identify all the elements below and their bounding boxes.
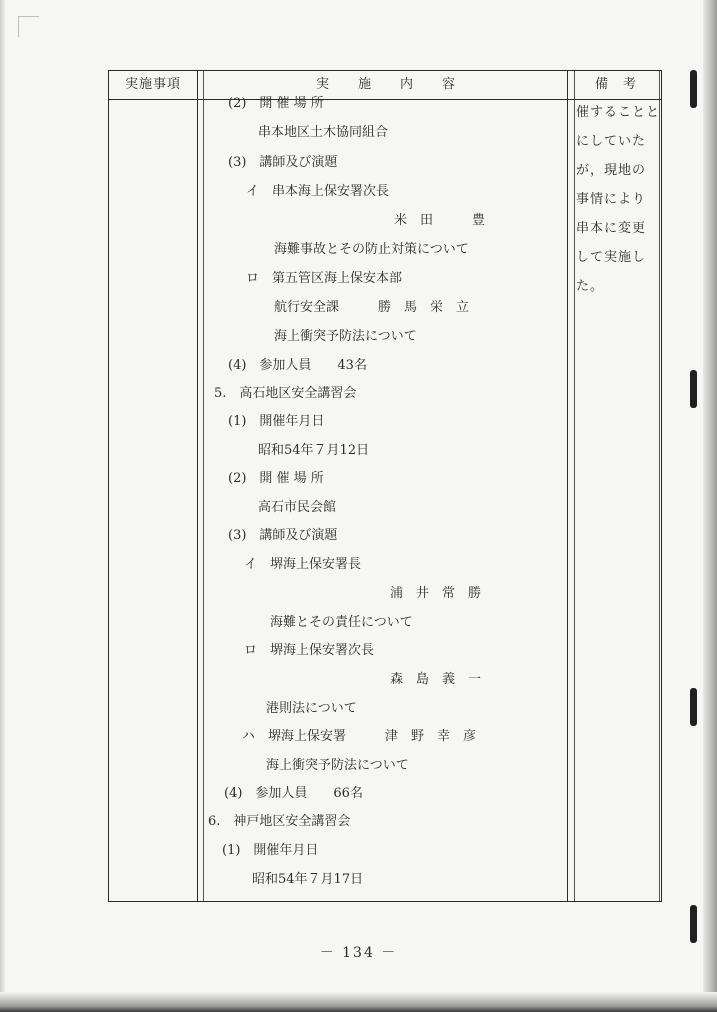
content-line: 米 田 豊	[394, 213, 486, 228]
content-line: 昭和54年７月12日	[258, 443, 370, 458]
scan-edge-right	[703, 0, 717, 1012]
content-line: (2) 開 催 場 所	[228, 96, 324, 111]
binder-hole-mark	[690, 688, 697, 726]
remark-line: して実施し	[576, 250, 647, 265]
content-line: 港則法について	[266, 701, 357, 716]
remark-line: が，現地の	[576, 163, 647, 178]
column-divider	[567, 71, 568, 901]
content-line: 海上衝突予防法について	[266, 758, 409, 773]
content-line: (3) 講師及び演題	[228, 528, 338, 543]
content-line: 森 島 義 一	[390, 672, 482, 687]
content-line: 浦 井 常 勝	[390, 586, 482, 601]
content-line: ハ 堺海上保安署 津 野 幸 彦	[242, 729, 477, 744]
content-line: イ 串本海上保安署次長	[246, 184, 390, 199]
content-line: ロ 第五管区海上保安本部	[246, 271, 403, 286]
content-line: (2) 開 催 場 所	[228, 471, 324, 486]
column-divider-double	[203, 71, 204, 901]
header-rule	[109, 99, 661, 100]
content-line: 高石市民会館	[258, 500, 337, 515]
content-line: ロ 堺海上保安署次長	[244, 643, 375, 658]
binder-hole-mark	[690, 70, 697, 108]
content-line: 航行安全課 勝 馬 栄 立	[274, 300, 470, 315]
content-line: 6. 神戸地区安全講習会	[208, 814, 351, 829]
content-line: (1) 開催年月日	[228, 414, 325, 429]
header-item: 実施事項	[124, 77, 181, 92]
remark-line: 催することと	[576, 105, 661, 120]
column-divider	[197, 71, 198, 901]
remark-line: 串本に変更	[576, 221, 647, 236]
content-line: 昭和54年７月17日	[252, 872, 364, 887]
binder-hole-mark	[690, 905, 697, 943]
scan-edge-left	[0, 0, 6, 1012]
binder-hole-mark	[690, 370, 697, 408]
page-number: － 134 －	[319, 945, 398, 961]
remark-line: 事情により	[576, 192, 647, 207]
column-divider-inner	[659, 71, 660, 901]
content-line: 5. 高石地区安全講習会	[214, 386, 357, 401]
remark-line: にしていた	[576, 134, 647, 149]
header-remarks: 備 考	[594, 77, 637, 92]
header-content: 実 施 内 容	[315, 77, 456, 92]
content-line: (4) 参加人員 66名	[224, 786, 363, 801]
content-line: イ 堺海上保安署長	[244, 557, 362, 572]
content-line: 海難事故とその防止対策について	[274, 242, 469, 257]
content-line: (1) 開催年月日	[222, 843, 319, 858]
content-line: (4) 参加人員 43名	[228, 358, 367, 373]
column-divider-double	[574, 71, 575, 901]
content-line: (3) 講師及び演題	[228, 155, 338, 170]
crop-mark	[18, 16, 39, 37]
content-line: 海上衝突予防法について	[274, 329, 417, 344]
remark-line: た。	[576, 279, 605, 294]
content-line: 海難とその責任について	[270, 615, 413, 630]
content-line: 串本地区土木協同組合	[258, 125, 389, 140]
scan-edge-bottom	[0, 992, 717, 1012]
